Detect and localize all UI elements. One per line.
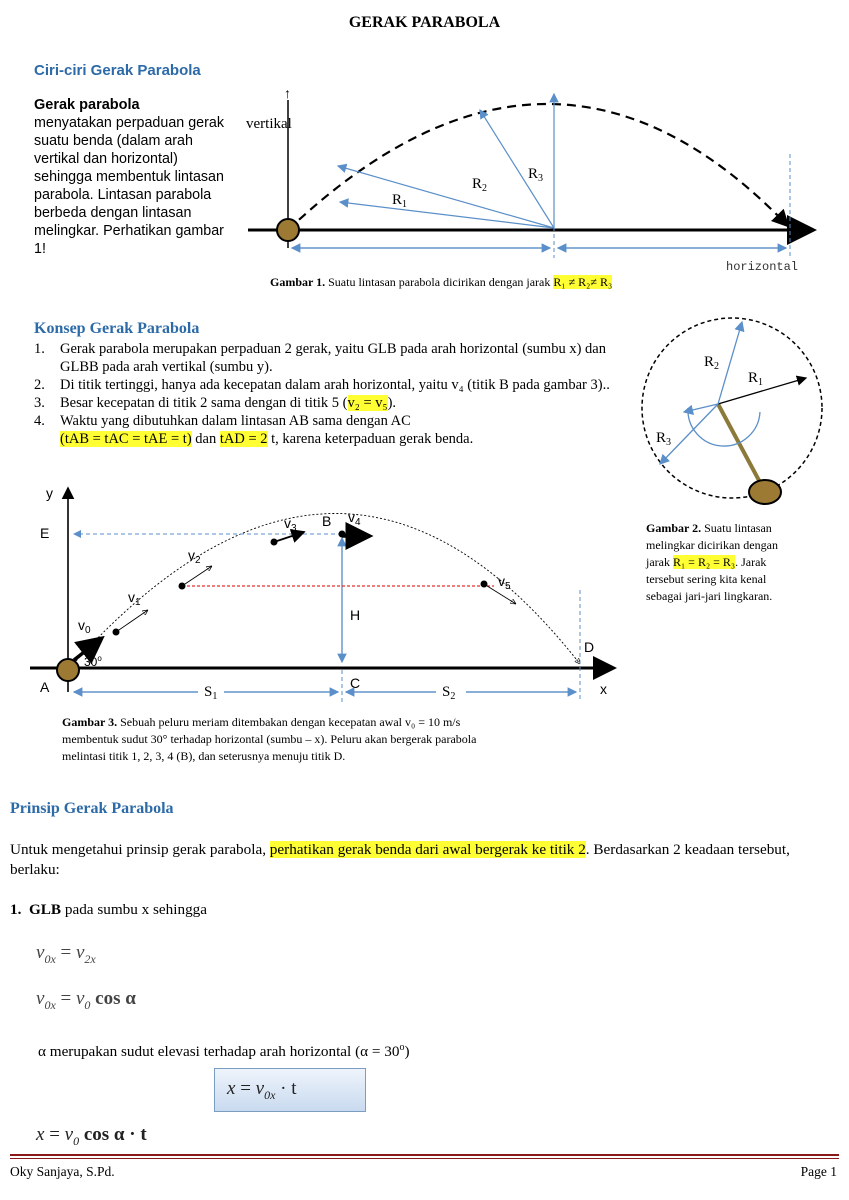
figure-1-caption: Gambar 1. Suatu lintasan parabola dicirikan dengan jarak R₁ ≠ R₂≠ R₃	[270, 275, 613, 289]
fig2-rod	[718, 404, 762, 486]
svg-text:S1: $S_1$	[204, 684, 218, 702]
figure-1-parabola	[240, 80, 840, 280]
page-title: GERAK PARABOLA	[348, 14, 501, 31]
svg-text:y: y	[46, 485, 53, 501]
svg-text:v3: $v_3$	[284, 515, 297, 534]
equation-4: $x = v_0$ cos α · t	[36, 1124, 147, 1148]
svg-text:C: C	[350, 675, 361, 691]
svg-text:v4: $v_4$	[348, 509, 361, 528]
section-heading-konsep: Konsep Gerak Parabola	[34, 320, 200, 337]
prinsip-paragraph: Untuk mengetahui prinsip gerak parabola, perhatikan gerak benda dari awal bergerak ke titik 2. Berdasarkan 2 keadaan tersebut, berlaku:	[10, 841, 790, 878]
svg-text:R3: $R_3$	[656, 430, 672, 448]
fig3-trajectory	[68, 513, 580, 670]
svg-text:x: x	[600, 681, 607, 697]
footer-rule	[10, 1154, 839, 1156]
list-item: 2. Di titik tertinggi, hanya ada kecepatan dalam arah horizontal, yaitu v₄ (titik B pada gambar 3)..	[34, 377, 610, 393]
fig1-ball	[277, 219, 299, 241]
konsep-list	[34, 340, 614, 448]
svg-text:30o: 30$^o$	[84, 654, 102, 669]
footer-author: Oky Sanjaya, S.Pd.	[10, 1164, 115, 1179]
figure-2-caption: Gambar 2. Suatu lintasan melingkar dicirikan dengan jarak R₁ = R₂ = R₃. Jarak tersebut sering kita kenal sebagai jari-jari lingkaran.	[646, 521, 778, 603]
svg-text:v0: $v_0$	[78, 617, 91, 636]
svg-text:D: D	[584, 639, 595, 655]
svg-text:R2: $R_2$	[472, 176, 488, 194]
svg-text:v2: $v_2$	[188, 547, 201, 566]
equation-1: $v_{0x} = v_{2x}$	[36, 942, 96, 966]
svg-text:R3: $R_3$	[528, 166, 544, 184]
svg-text:S2: $S_2$	[442, 684, 456, 702]
svg-text:A: A	[40, 679, 50, 695]
svg-text:H: H	[350, 607, 361, 623]
formula-box: $x = v_{0x} \cdot t$	[214, 1068, 366, 1112]
svg-text:R1: $R_1$	[392, 192, 408, 210]
fig3-ball	[57, 659, 79, 681]
figure-2-circle	[632, 316, 832, 516]
svg-text:↑: ↑	[284, 85, 291, 101]
fig1-label-vertical: vertikal	[246, 116, 292, 132]
alpha-text: α merupakan sudut elevasi terhadap arah horizontal $(\alpha = 30^o)$	[38, 1042, 410, 1061]
fig1-label-horizontal: horizontal	[726, 260, 799, 274]
fig2-circle-path	[642, 318, 822, 498]
svg-text:E: E	[40, 525, 50, 541]
equation-2: $v_{0x} = v_0$ cos α	[36, 988, 136, 1012]
svg-text:v5: $v_5$	[498, 573, 511, 592]
svg-text:R2: $R_2$	[704, 354, 720, 372]
intro-bold: Gerak parabola	[34, 97, 140, 113]
svg-text:R1: $R_1$	[748, 370, 764, 388]
section-heading-ciri: Ciri-ciri Gerak Parabola	[34, 62, 201, 79]
svg-text:B: B	[322, 513, 332, 529]
intro-paragraph	[34, 96, 234, 258]
fig2-ball	[749, 480, 781, 504]
figure-3-projectile	[22, 480, 622, 710]
glb-item: 1. GLB pada sumbu x sehingga	[10, 901, 208, 918]
list-item: 3. Besar kecepatan di titik 2 sama dengan di titik 5 (v₂ = v₅).	[34, 395, 397, 411]
list-item: 4. Waktu yang dibutuhkan dalam lintasan AB sama dengan AC (tAB = tAC = tAE = t) dan tAD = 2 t, karena keterpaduan gerak benda.	[34, 413, 474, 447]
fig1-highlight: R₁ ≠ R₂≠ R₃	[553, 275, 613, 289]
section-heading-prinsip: Prinsip Gerak Parabola	[10, 800, 174, 817]
footer-page-number: Page 1	[800, 1164, 837, 1179]
figure-3-caption: Gambar 3. Sebuah peluru meriam ditembakan dengan kecepatan awal v₀ = 10 m/s membentuk sudut 30° terhadap horizontal (sumbu – x). Peluru akan bergerak parabola melintasi titik 1, 2, 3, 4 (B), dan seterusnya menuju titik D.	[62, 715, 477, 763]
svg-text:v1: $v_1$	[128, 589, 141, 608]
intro-text: menyatakan perpaduan gerak suatu benda (dalam arah vertikal dan horizontal) sehingga membentuk lintasan parabola. Lintasan parabola berbeda dengan lintasan melingkar. Perhatikan gambar 1!	[34, 115, 224, 257]
list-item: 1. Gerak parabola merupakan perpaduan 2 gerak, yaitu GLB pada arah horizontal (sumbu x) dan GLBB pada arah vertikal (sumbu y).	[34, 341, 606, 375]
